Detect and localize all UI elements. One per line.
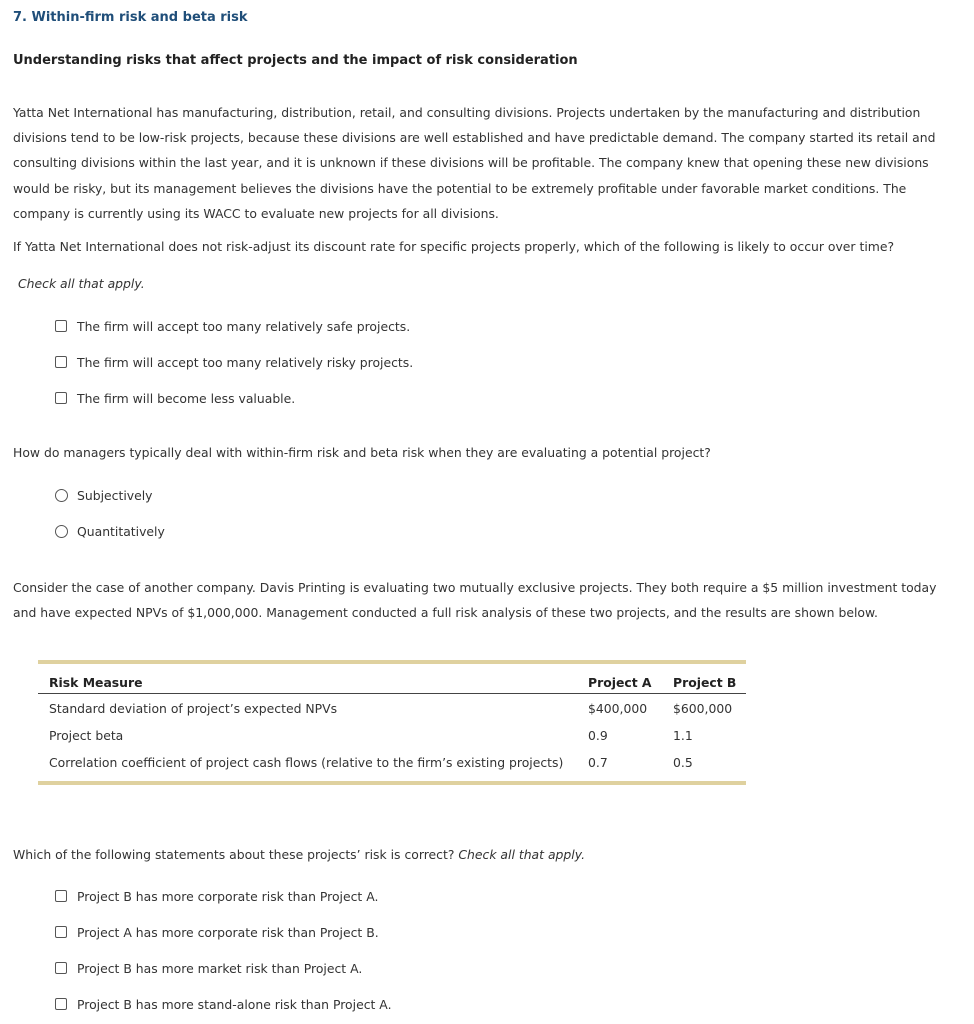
option-label: The firm will accept too many relatively risky projects. bbox=[77, 354, 414, 370]
option-label: Project B has more stand-alone risk than Project A. bbox=[77, 996, 392, 1012]
question3-hint: Check all that apply. bbox=[458, 847, 586, 862]
question1-prompt: If Yatta Net International does not risk-adjust its discount rate for specific projects properly, which of the following is likely to occur over time? bbox=[13, 239, 895, 254]
table-cell-project-a: $400,000 bbox=[588, 701, 648, 716]
option-label: The firm will become less valuable. bbox=[77, 390, 296, 406]
checkbox[interactable] bbox=[55, 356, 67, 368]
option-label: The firm will accept too many relatively safe projects. bbox=[77, 318, 411, 334]
table-cell-project-a: 0.7 bbox=[588, 755, 608, 770]
radio-button[interactable] bbox=[55, 489, 68, 502]
q1-option-risky-projects[interactable] bbox=[55, 353, 413, 371]
option-label: Project B has more market risk than Project A. bbox=[77, 960, 363, 976]
q2-option-subjectively[interactable] bbox=[55, 486, 153, 504]
checkbox[interactable] bbox=[55, 926, 67, 938]
q2-option-quantitatively[interactable] bbox=[55, 522, 165, 540]
question-title: 7. Within-firm risk and beta risk bbox=[13, 10, 248, 25]
q3-option-b-more-standalone-risk[interactable] bbox=[55, 995, 392, 1013]
section-subtitle: Understanding risks that affect projects and the impact of risk consideration bbox=[13, 53, 578, 68]
q1-option-less-valuable[interactable] bbox=[55, 389, 295, 407]
table-header-divider bbox=[38, 693, 746, 694]
q3-option-a-more-corporate-risk[interactable] bbox=[55, 923, 379, 941]
table-cell-project-a: 0.9 bbox=[588, 728, 608, 743]
q3-option-b-more-corporate-risk[interactable] bbox=[55, 887, 378, 905]
table-cell-project-b: $600,000 bbox=[673, 701, 733, 716]
checkbox[interactable] bbox=[55, 998, 67, 1010]
table-cell-project-b: 0.5 bbox=[673, 755, 693, 770]
case-paragraph: Consider the case of another company. Davis Printing is evaluating two mutually exclusive projects. They both require a $5 million investment today and have expected NPVs of $1,000,000. Management conducted a full risk analysis of these two projects, and the results are shown below. bbox=[13, 580, 937, 620]
checkbox[interactable] bbox=[55, 890, 67, 902]
option-label: Subjectively bbox=[77, 487, 153, 503]
question2-prompt: How do managers typically deal with within-firm risk and beta risk when they are evaluating a potential project? bbox=[13, 445, 711, 460]
question1-hint: Check all that apply. bbox=[18, 276, 145, 291]
question3-prompt: Which of the following statements about these projects’ risk is correct? bbox=[13, 847, 455, 862]
checkbox[interactable] bbox=[55, 962, 67, 974]
table-cell-measure: Standard deviation of project’s expected NPVs bbox=[49, 701, 338, 716]
table-top-border bbox=[38, 660, 746, 664]
table-header-project-a: Project A bbox=[588, 675, 652, 690]
table-bottom-border bbox=[38, 781, 746, 785]
option-label: Quantitatively bbox=[77, 523, 165, 539]
q3-option-b-more-market-risk[interactable] bbox=[55, 959, 362, 977]
option-label: Project B has more corporate risk than Project A. bbox=[77, 888, 379, 904]
checkbox[interactable] bbox=[55, 320, 67, 332]
table-header-project-b: Project B bbox=[673, 675, 737, 690]
radio-button[interactable] bbox=[55, 525, 68, 538]
checkbox[interactable] bbox=[55, 392, 67, 404]
intro-paragraph: Yatta Net International has manufacturing, distribution, retail, and consulting divisions. Projects undertaken by the manufacturing and distribution divisions tend to be low-risk projects, because these divisions are well established and have predictable demand. The company started its retail and consulting divisions within the last year, and it is unknown if these divisions will be profitable. The company knew that opening these new divisions would be risky, but its management believes the divisions have the potential to be extremely profitable under favorable market conditions. The company is currently using its WACC to evaluate new projects for all divisions. bbox=[13, 105, 936, 221]
q1-option-safe-projects[interactable] bbox=[55, 317, 410, 335]
question3-prompt-line bbox=[13, 847, 585, 862]
table-cell-project-b: 1.1 bbox=[673, 728, 693, 743]
table-cell-measure: Correlation coefficient of project cash flows (relative to the firm’s existing projects) bbox=[49, 755, 564, 770]
table-cell-measure: Project beta bbox=[49, 728, 124, 743]
table-header-risk-measure: Risk Measure bbox=[49, 675, 143, 690]
option-label: Project A has more corporate risk than Project B. bbox=[77, 924, 379, 940]
